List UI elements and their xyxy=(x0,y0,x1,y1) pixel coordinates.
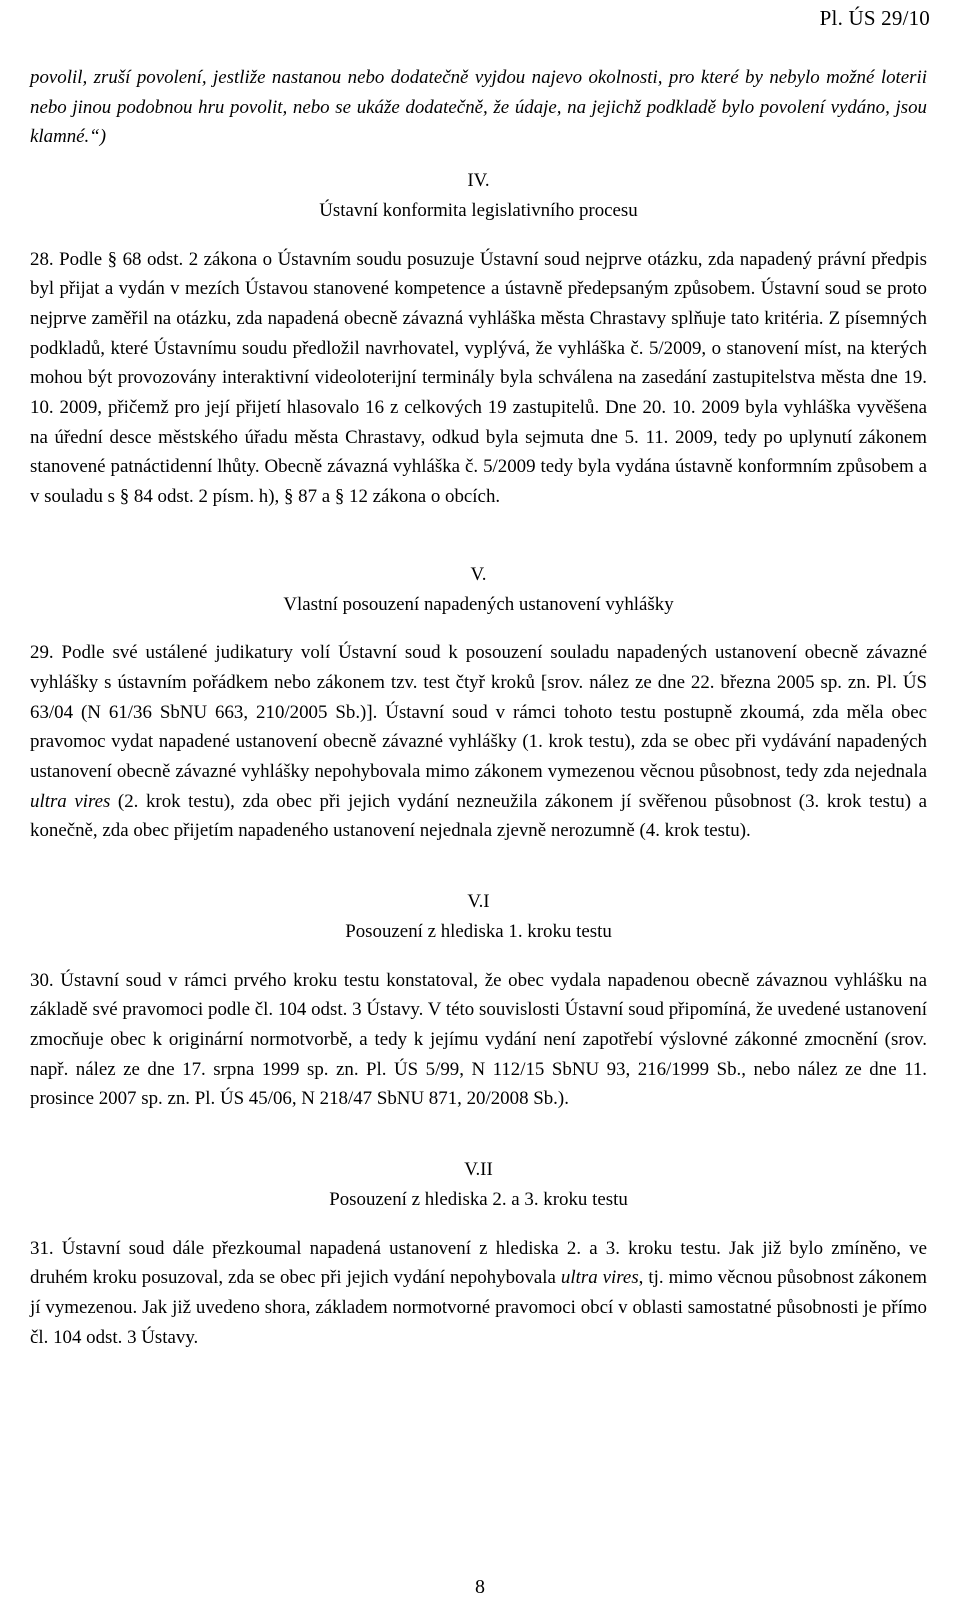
paragraph-30: 30. Ústavní soud v rámci prvého kroku testu konstatoval, že obec vydala napadenou obecně závaznou vyhlášku na základě své pravomoci podle čl. 104 odst. 3 Ústavy. V této souvislosti Ústavní soud připomíná, že uvedené ustanovení zmocňuje obec k originární normotvorbě, a tedy k jejímu vydání není zapotřebí výslovné zákonné zmocnění (srov. např. nález ze dne 17. srpna 1999 sp. zn. Pl. ÚS 5/99, N 112/15 SbNU 93, 216/1999 Sb., nebo nález ze dne 11. prosince 2007 sp. zn. Pl. ÚS 45/06, N 218/47 SbNU 871, 20/2008 Sb.). xyxy=(30,969,927,1110)
section-v-title: Vlastní posouzení napadených ustanovení vyhlášky xyxy=(283,593,674,615)
section-v-heading xyxy=(30,560,927,619)
section-v2-numeral: V.II xyxy=(464,1159,493,1181)
document-body xyxy=(30,63,927,1352)
section-iv-numeral: IV. xyxy=(467,170,490,192)
section-v-numeral: V. xyxy=(470,563,487,585)
section-v2-title: Posouzení z hlediska 2. a 3. kroku testu xyxy=(329,1188,628,1210)
intro-paragraph: povolil, zruší povolení, jestliže nastanou nebo dodatečně vyjdou najevo okolnosti, pro které by nebylo možné loterii nebo jinou podobnou hru povolit, nebo se ukáže dodatečně, že údaje, na jejichž podkladě bylo povolení vydáno, jsou klamné.“) xyxy=(30,67,927,148)
paragraph-29-part-1: 29. Podle své ustálené judikatury volí Ústavní soud k posouzení souladu napadených ustanovení obecně závazné vyhlášky s ústavním pořádkem nebo zákonem tzv. test čtyř kroků [srov. nález ze dne 22. března 2005 sp. zn. Pl. ÚS 63/04 (N 61/36 SbNU 663, 210/2005 Sb.)]. Ústavní soud v rámci tohoto testu postupně zkoumá, zda měla obec pravomoc vydat napadené ustanovení obecně závazné vyhlášky (1. krok testu), zda se obec při vydávání napadených ustanovení obecně závazné vyhlášky nepohybovala mimo zákonem vymezenou věcnou působnost, tedy zda nejednala xyxy=(30,642,927,783)
paragraph-31-italic: ultra vires xyxy=(560,1267,639,1289)
section-v1-heading xyxy=(30,887,927,946)
case-reference: Pl. ÚS 29/10 xyxy=(819,6,930,30)
paragraph-29-part-2: (2. krok testu), zda obec při jejich vydání nezneužila zákonem jí svěřenou působnost (3. krok testu) a konečně, zda obec přijetím napadeného ustanovení nejednala zjevně nerozumně (4. krok testu). xyxy=(30,790,927,842)
paragraph-29 xyxy=(30,638,927,846)
section-iv-title: Ústavní konformita legislativního procesu xyxy=(319,199,638,221)
section-v1-numeral: V.I xyxy=(467,891,490,913)
paragraph-29-italic: ultra vires xyxy=(30,790,111,812)
paragraph-31-part-1: 31. Ústavní soud dále přezkoumal napadená ustanovení z hlediska 2. a 3. kroku testu. Jak již bylo zmíněno, ve druhém kroku posuzoval, zda se obec při jejich vydání nepohybovala xyxy=(30,1237,927,1289)
page-number: 8 xyxy=(475,1576,485,1598)
paragraph-31 xyxy=(30,1234,927,1353)
paragraph-28: 28. Podle § 68 odst. 2 zákona o Ústavním soudu posuzuje Ústavní soud nejprve otázku, zda napadený právní předpis byl přijat a vydán v mezích Ústavou stanovené kompetence a ústavně předepsaným způsobem. Ústavní soud se proto nejprve zaměřil na otázku, zda napadená obecně závazná vyhláška města Chrastavy splňuje tato kritéria. Z písemných podkladů, které Ústavnímu soudu předložil navrhovatel, vyplývá, že vyhláška č. 5/2009, o stanovení míst, na kterých mohou být provozovány interaktivní videoloterijní terminály byla schválena na zasedání zastupitelstva města dne 19. 10. 2009, přičemž pro její přijetí hlasovalo 16 z celkových 19 zastupitelů. Dne 20. 10. 2009 byla vyhláška vyvěšena na úřední desce městského úřadu města Chrastavy, odkud byla sejmuta dne 5. 11. 2009, tedy po uplynutí zákonem stanovené patnáctidenní lhůty. Obecně závazná vyhláška č. 5/2009 tedy byla vydána ústavně konformním způsobem a v souladu s § 84 odst. 2 písm. h), § 87 a § 12 zákona o obcích. xyxy=(30,248,927,508)
section-v2-heading xyxy=(30,1155,927,1214)
paragraph-31-part-2: , tj. mimo věcnou působnost zákonem jí vymezenou. Jak již uvedeno shora, základem normotvorné pravomoci obcí v oblasti samostatné působnosti je přímo čl. 104 odst. 3 Ústavy. xyxy=(30,1267,927,1348)
section-v1-title: Posouzení z hlediska 1. kroku testu xyxy=(345,920,612,942)
section-iv-heading xyxy=(30,166,927,225)
